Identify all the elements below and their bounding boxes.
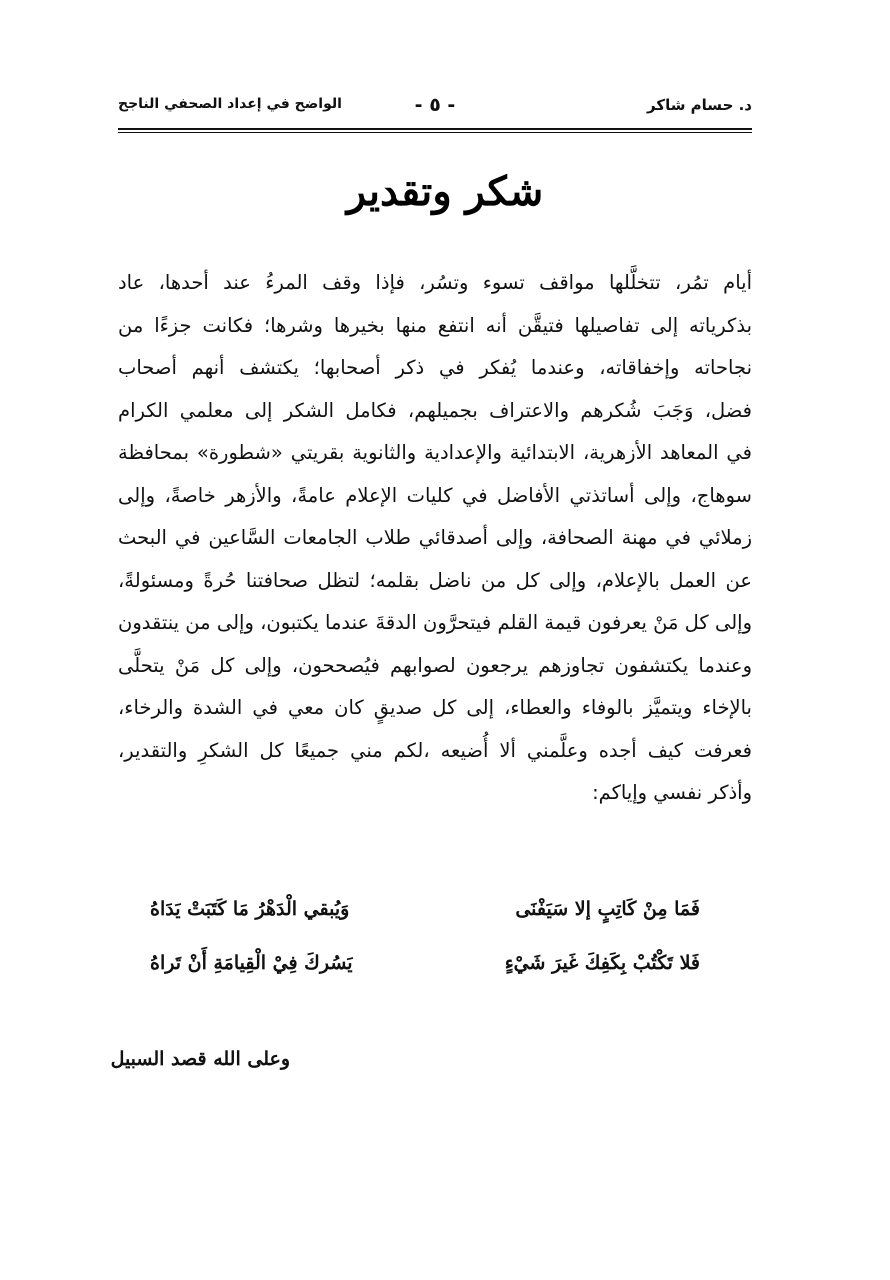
body-line: وعندما يكتشفون تجاوزهم يرجعون لصوابهم فيُصححون، وإلى كل مَنْ يتحلَّى [118,653,752,677]
poem-first-hemistich: فَمَا مِنْ كَاتِبٍ إلا سَيَفْنَى [515,898,700,920]
body-line: بالإخاء ويتميَّز بالوفاء والعطاء، إلى كل صديقٍ كان معي في الشدة والرخاء، [118,696,752,719]
body-line: فضل، وَجَبَ شُكرهم والاعتراف بجميلهم، فكامل الشكر إلى معلمي الكرام [118,398,752,422]
closing-line: وعلى الله قصد السبيل [110,1048,290,1070]
running-header [118,94,752,124]
body-line: نجاحاته وإخفاقاته، وعندما يُفكر في ذكر أصحابها؛ يكتشف أنهم أصحاب [118,356,752,379]
poem [150,890,700,1000]
body-line: بذكرياته إلى تفاصيلها فتيقَّن أنه انتفع منها بخيرها وشرها؛ فكانت جزءًا من [118,313,752,337]
body-line: زملائي في مهنة الصحافة، وإلى أصدقائي طلاب الجامعات السَّاعين في البحث [118,526,752,549]
poem-verse [150,898,700,938]
header-author: د. حسام شاكر [647,96,752,114]
body-line: وأذكر نفسي وإياكم: [592,781,752,804]
body-line: عن العمل بالإعلام، وإلى كل من ناضل بقلمه؛ لتظل صحافتنا حُرةً ومسئولةً، [118,568,752,592]
poem-second-hemistich: وَيُبقي الْدَهْرُ مَا كَتَبَتْ يَدَاهُ [150,898,350,920]
header-book-title: الواضح في إعداد الصحفي الناجح [118,96,342,112]
poem-second-hemistich: يَسُركَ فِيْ الْقِيامَةِ أَنْ تَراهُ [150,952,353,974]
body-line: سوهاج، وإلى أساتذتي الأفاضل في كليات الإعلام عامةً، والأزهر خاصةً، وإلى [118,483,752,507]
page-title: شكر وتقدير [346,168,544,215]
body-line: في المعاهد الأزهرية، الابتدائية والإعدادية والثانوية بقريتي «شطورة» بمحافظة [118,441,752,464]
body-line: فعرفت كيف أجده وعلَّمني ألا أُضيعه ،لكم مني جميعًا كل الشكرِ والتقدير، [118,738,752,762]
body-line: وإلى كل مَنْ يعرفون قيمة القلم فيتحرَّون الدقةَ عندما يكتبون، وإلى من ينتقدون [118,611,752,634]
page-number: - ٥ - [414,94,456,116]
body-line: أيام تمُر، تتخلَّلها مواقف تسوء وتسُر، فإذا وقف المرءُ عند أحدها، عاد [118,271,752,294]
poem-verse [150,952,700,992]
header-divider [118,128,752,133]
body-paragraph [118,262,752,815]
poem-first-hemistich: فَلا تَكْتُبْ بِكَفِكَ غَيرَ شَيْءٍ [504,952,700,974]
